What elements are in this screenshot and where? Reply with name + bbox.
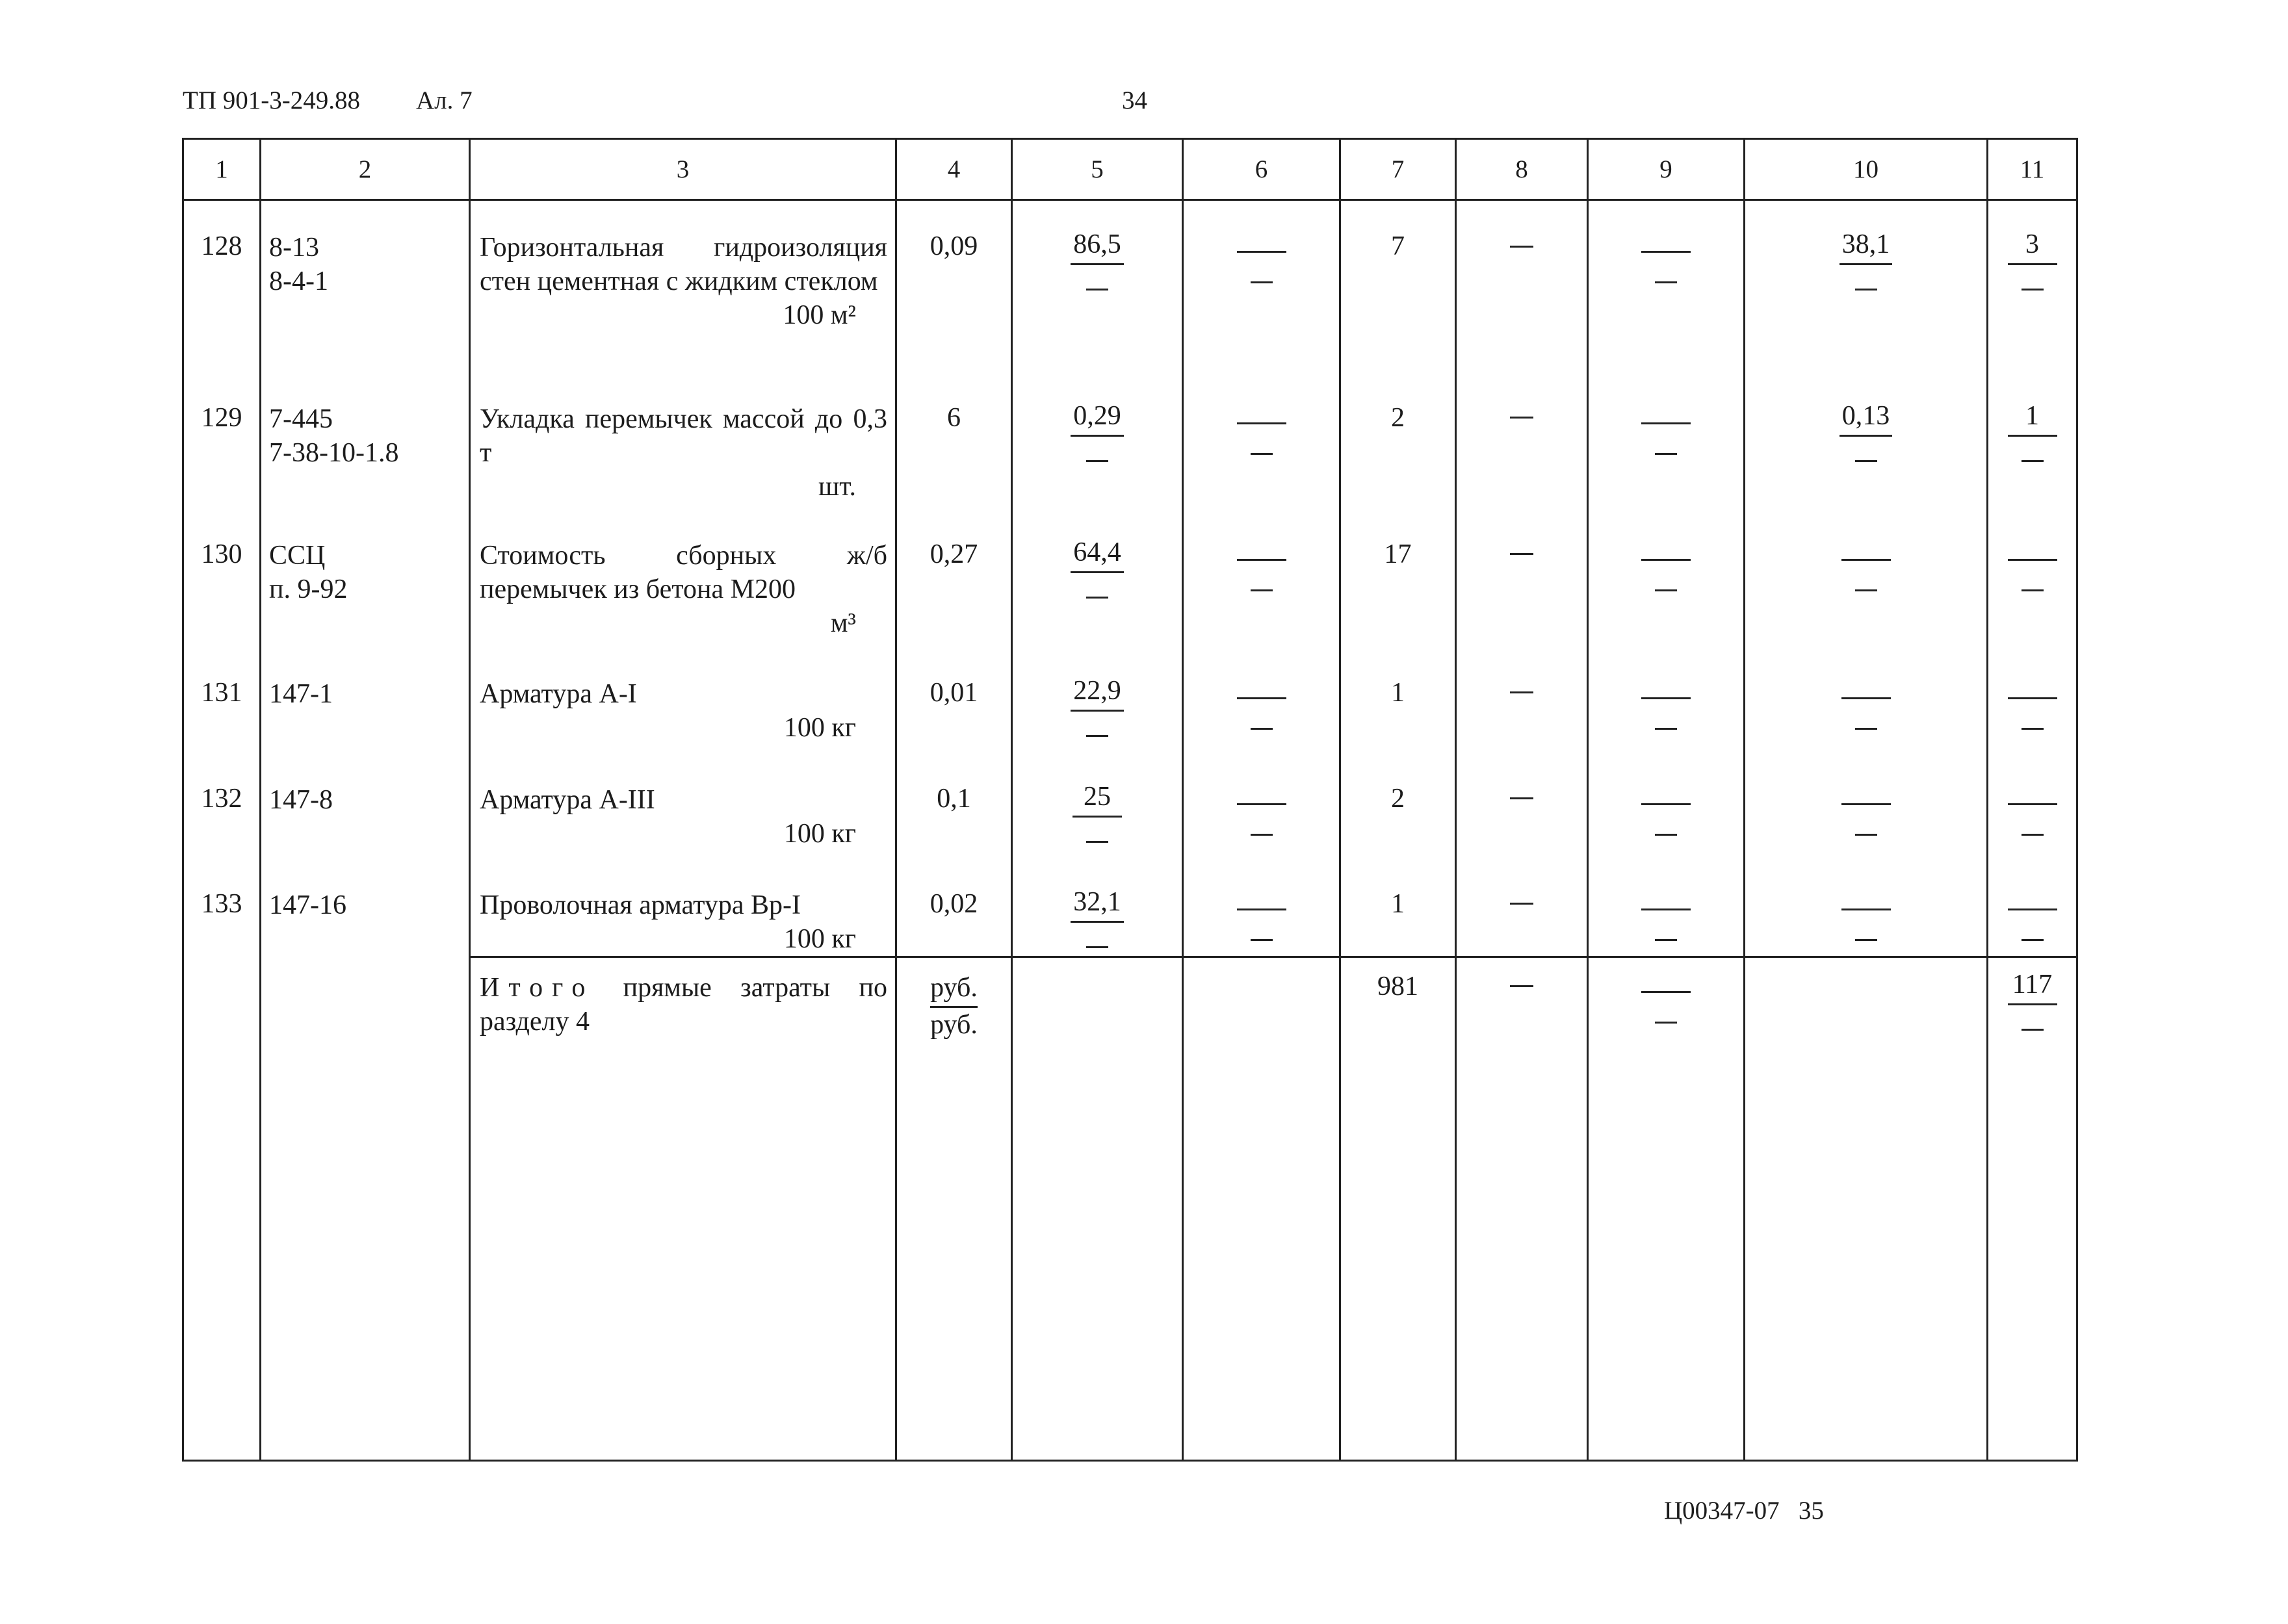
col5-cell [1012,647,1183,753]
dash-mark [1510,691,1533,693]
denominator [1184,814,1339,841]
fraction-cell [1184,783,1339,841]
description: Арматура А-I [480,678,637,709]
numerator-blank [1841,892,1891,910]
empty-cell [261,957,470,1461]
fraction-cell [1988,539,2076,597]
quantity: 0,09 [896,200,1012,372]
description-cell [470,858,896,957]
table-row [183,372,2077,509]
col7-value: 1 [1340,647,1456,753]
numerator: 22,9 [1071,677,1124,712]
empty-cell [1012,957,1183,1461]
numerator-blank [1641,234,1691,253]
fraction-cell [1589,231,1743,289]
denominator [1013,926,1182,953]
dash-mark [1655,281,1677,283]
numerator: 0,13 [1840,402,1893,437]
dash-mark [1251,728,1273,730]
unit: 100 кг [783,923,856,954]
estimate-table [182,138,2078,1462]
numerator: 0,29 [1071,402,1124,437]
fraction-cell [1013,539,1182,604]
fraction-cell [1988,677,2076,735]
numerator-blank [2008,680,2057,699]
dash-mark [1655,728,1677,730]
code-line: п. 9-92 [269,574,348,604]
col7-value: 1 [1340,858,1456,957]
fraction-cell [1745,402,1986,467]
dash-mark [1510,903,1533,905]
code-cell [261,753,470,858]
dash-mark [1510,246,1533,248]
col6-cell [1183,753,1340,858]
code-line: 147-8 [269,784,333,815]
fraction-cell [1988,971,2076,1036]
table-row [183,858,2077,957]
dash-mark [1086,460,1108,462]
code-line: 8-4-1 [269,266,328,296]
numerator-blank [1841,542,1891,561]
column-number: 4 [896,139,1012,200]
description: Стоимость сборных ж/б перемычек из бетона М200 [480,540,887,604]
row-number: 131 [183,647,261,753]
dash-mark [1086,946,1108,948]
column-number: 8 [1456,139,1588,200]
dash-mark [1655,453,1677,455]
row-number: 128 [183,200,261,372]
column-number: 6 [1183,139,1340,200]
description: Проволочная арматура Вр-I [480,890,801,920]
table-row [183,200,2077,372]
dash-mark [1086,735,1108,737]
description-cell [470,372,896,509]
col9-cell [1588,200,1745,372]
denominator [1013,821,1182,848]
dash-mark [1655,1022,1677,1024]
dash-mark [1510,985,1533,987]
dash-mark [1510,553,1533,555]
numerator-blank [2008,892,2057,910]
denominator [1988,569,2076,597]
fraction-cell [1745,539,1986,597]
fraction-cell [1589,677,1743,735]
description-cell [470,509,896,647]
denominator [1988,919,2076,946]
sheet-label: Ал. 7 [416,86,473,114]
quantity: 0,27 [896,509,1012,647]
dash-mark [1855,589,1877,591]
fraction-cell [1589,402,1743,460]
fraction-cell [1184,539,1339,597]
col6-cell [1183,647,1340,753]
fraction-cell [1745,231,1986,296]
dash-mark [2022,589,2044,591]
col10-cell [1745,372,1988,509]
unit-top-wrap [897,971,1011,1008]
denominator [1745,268,1986,296]
column-number: 9 [1588,139,1745,200]
col8-cell [1456,753,1588,858]
dash-mark [1510,417,1533,419]
unit: 100 кг [783,818,856,849]
dash-cell [1457,231,1587,258]
numerator: 32,1 [1071,888,1124,923]
total-col7: 981 [1340,957,1456,1461]
fraction-cell [1988,402,2076,467]
dash-cell [1457,402,1587,430]
col11-cell [1988,372,2077,509]
denominator [1184,569,1339,597]
denominator [1589,919,1743,946]
unit-bottom: руб. [930,1009,978,1040]
total-label [470,957,896,1461]
table-row [183,647,2077,753]
dash-cell [1457,971,1587,998]
empty-cell [183,957,261,1461]
fraction-cell [1589,888,1743,946]
fraction-cell [1013,888,1182,953]
code-line: ССЦ [269,540,326,571]
numerator-blank [2008,542,2057,561]
dash-mark [1251,834,1273,836]
total-col11 [1988,957,2077,1461]
denominator [1988,1009,2076,1036]
numerator-blank [1641,680,1691,699]
quantity: 0,1 [896,753,1012,858]
col5-cell [1012,200,1183,372]
code-line: 8-13 [269,233,319,263]
col11-cell [1988,647,2077,753]
column-number: 3 [470,139,896,200]
fraction-cell [1013,402,1182,467]
col7-value: 2 [1340,753,1456,858]
denominator [1013,715,1182,742]
dash-mark [2022,289,2044,290]
dash-mark [2022,1029,2044,1031]
col11-cell [1988,858,2077,957]
col6-cell [1183,858,1340,957]
code-line: 7-38-10-1.8 [269,437,399,468]
fraction-cell [1589,539,1743,597]
col9-cell [1588,753,1745,858]
code-line: 147-16 [269,890,346,920]
dash-mark [2022,939,2044,941]
col9-cell [1588,858,1745,957]
column-number: 7 [1340,139,1456,200]
col10-cell [1745,509,1988,647]
code-cell [261,858,470,957]
dash-mark [2022,728,2044,730]
fraction-cell [1745,677,1986,735]
denominator [1589,1001,1743,1029]
fraction-cell [1013,231,1182,296]
unit-top: руб. [930,971,978,1008]
fraction-cell [1988,888,2076,946]
dash-mark [1855,834,1877,836]
denominator [1745,440,1986,467]
dash-mark [1251,939,1273,941]
description: Арматура А-III [480,784,655,815]
denominator [1745,569,1986,597]
description: Укладка перемычек массой до 0,3 т [480,404,887,468]
denominator [1184,433,1339,460]
row-number: 132 [183,753,261,858]
column-number: 1 [183,139,261,200]
numerator-blank [1841,786,1891,805]
col9-cell [1588,372,1745,509]
description-cell [470,647,896,753]
empty-cell [1745,957,1988,1461]
fraction-cell [1184,231,1339,289]
denominator [1745,708,1986,735]
col10-cell [1745,753,1988,858]
denominator [1589,814,1743,841]
code-cell [261,200,470,372]
denominator [1013,440,1182,467]
numerator: 25 [1072,783,1122,818]
col5-cell [1012,858,1183,957]
dash-mark [1655,589,1677,591]
col10-cell [1745,200,1988,372]
denominator [1589,261,1743,289]
description-cell [470,753,896,858]
dash-mark [1086,841,1108,843]
code-cell [261,647,470,753]
numerator-blank [1237,234,1286,253]
dash-cell [1457,539,1587,566]
dash-mark [1855,289,1877,290]
fraction-cell [1745,783,1986,841]
dash-mark [1855,728,1877,730]
description: Горизонтальная гидроизоляция стен цементная с жидким стеклом [480,233,887,296]
footer [1664,1496,1824,1525]
numerator-blank [1237,892,1286,910]
quantity: 0,02 [896,858,1012,957]
numerator-blank [1641,406,1691,424]
col11-cell [1988,509,2077,647]
dash-mark [1855,939,1877,941]
fraction-cell [1184,888,1339,946]
col5-cell [1012,509,1183,647]
numerator-blank [1641,542,1691,561]
numerator: 1 [2008,402,2057,437]
denominator [1745,814,1986,841]
dash-mark [2022,834,2044,836]
dash-mark [1251,281,1273,283]
denominator [1988,268,2076,296]
col10-cell [1745,647,1988,753]
column-number: 10 [1745,139,1988,200]
empty-cell [1183,957,1340,1461]
col5-cell [1012,372,1183,509]
dash-cell [1457,783,1587,810]
numerator-blank [1641,974,1691,993]
col8-cell [1456,647,1588,753]
numerator-blank [1237,542,1286,561]
row-number: 130 [183,509,261,647]
fraction-cell [1184,677,1339,735]
col5-cell [1012,753,1183,858]
dash-mark [1251,589,1273,591]
dash-mark [1855,460,1877,462]
dash-mark [1086,597,1108,599]
unit: м³ [830,608,856,638]
doc-code: ТП 901-3-249.88 [183,86,360,114]
fraction-cell [1745,888,1986,946]
numerator-blank [1237,406,1286,424]
dash-mark [1655,834,1677,836]
denominator [1184,708,1339,735]
numerator-blank [2008,786,2057,805]
denominator [1184,261,1339,289]
quantity: 0,01 [896,647,1012,753]
fraction-cell [1013,783,1182,848]
code-cell [261,372,470,509]
col8-cell [1456,509,1588,647]
col7-value: 17 [1340,509,1456,647]
dash-cell [1457,677,1587,704]
col8-cell [1456,858,1588,957]
denominator [1184,919,1339,946]
col8-cell [1456,372,1588,509]
numerator-blank [1237,680,1286,699]
total-label-spaced: Итого [480,972,595,1003]
denominator [1589,708,1743,735]
quantity: 6 [896,372,1012,509]
denominator [1745,919,1986,946]
dash-mark [2022,460,2044,462]
col6-cell [1183,372,1340,509]
column-number: 11 [1988,139,2077,200]
numerator: 117 [2008,971,2057,1005]
dash-mark [1510,797,1533,799]
code-cell [261,509,470,647]
total-unit [896,957,1012,1461]
col7-value: 7 [1340,200,1456,372]
total-label-rest: прямые затраты по разделу 4 [480,972,887,1037]
dash-mark [1251,453,1273,455]
column-number: 5 [1012,139,1183,200]
table-row [183,753,2077,858]
dash-mark [1086,289,1108,290]
fraction-cell [1988,783,2076,841]
page-number: 34 [1122,86,1147,114]
col11-cell [1988,200,2077,372]
table-body [183,139,2077,1461]
footer-code: Ц00347-07 [1664,1497,1780,1525]
numerator-blank [1841,680,1891,699]
unit: 100 кг [783,712,856,743]
col6-cell [1183,200,1340,372]
numerator-blank [1641,892,1691,910]
col11-cell [1988,753,2077,858]
numerator-blank [1641,786,1691,805]
denominator [1988,708,2076,735]
col10-cell [1745,858,1988,957]
fraction-cell [1184,402,1339,460]
column-number: 2 [261,139,470,200]
unit: 100 м² [783,300,856,330]
header-row [183,139,2077,200]
denominator [1988,814,2076,841]
denominator [1589,569,1743,597]
denominator [1589,433,1743,460]
row-number: 129 [183,372,261,509]
fraction-cell [1988,231,2076,296]
numerator: 86,5 [1071,231,1124,265]
total-col9 [1588,957,1745,1461]
total-col8 [1456,957,1588,1461]
col6-cell [1183,509,1340,647]
col9-cell [1588,509,1745,647]
col9-cell [1588,647,1745,753]
numerator: 64,4 [1071,539,1124,573]
denominator [1988,440,2076,467]
code-line: 147-1 [269,678,333,709]
denominator [1013,268,1182,296]
fraction-cell [1013,677,1182,742]
code-line: 7-445 [269,404,333,434]
footer-page: 35 [1798,1497,1824,1525]
total-row [183,957,2077,1461]
numerator: 3 [2008,231,2057,265]
numerator-blank [1237,786,1286,805]
denominator [1013,576,1182,604]
description-cell [470,200,896,372]
col7-value: 2 [1340,372,1456,509]
dash-cell [1457,888,1587,916]
fraction-cell [1589,783,1743,841]
row-number: 133 [183,858,261,957]
col8-cell [1456,200,1588,372]
dash-mark [1655,939,1677,941]
table-row [183,509,2077,647]
fraction-cell [1589,971,1743,1029]
numerator: 38,1 [1840,231,1893,265]
unit: шт. [818,471,856,502]
